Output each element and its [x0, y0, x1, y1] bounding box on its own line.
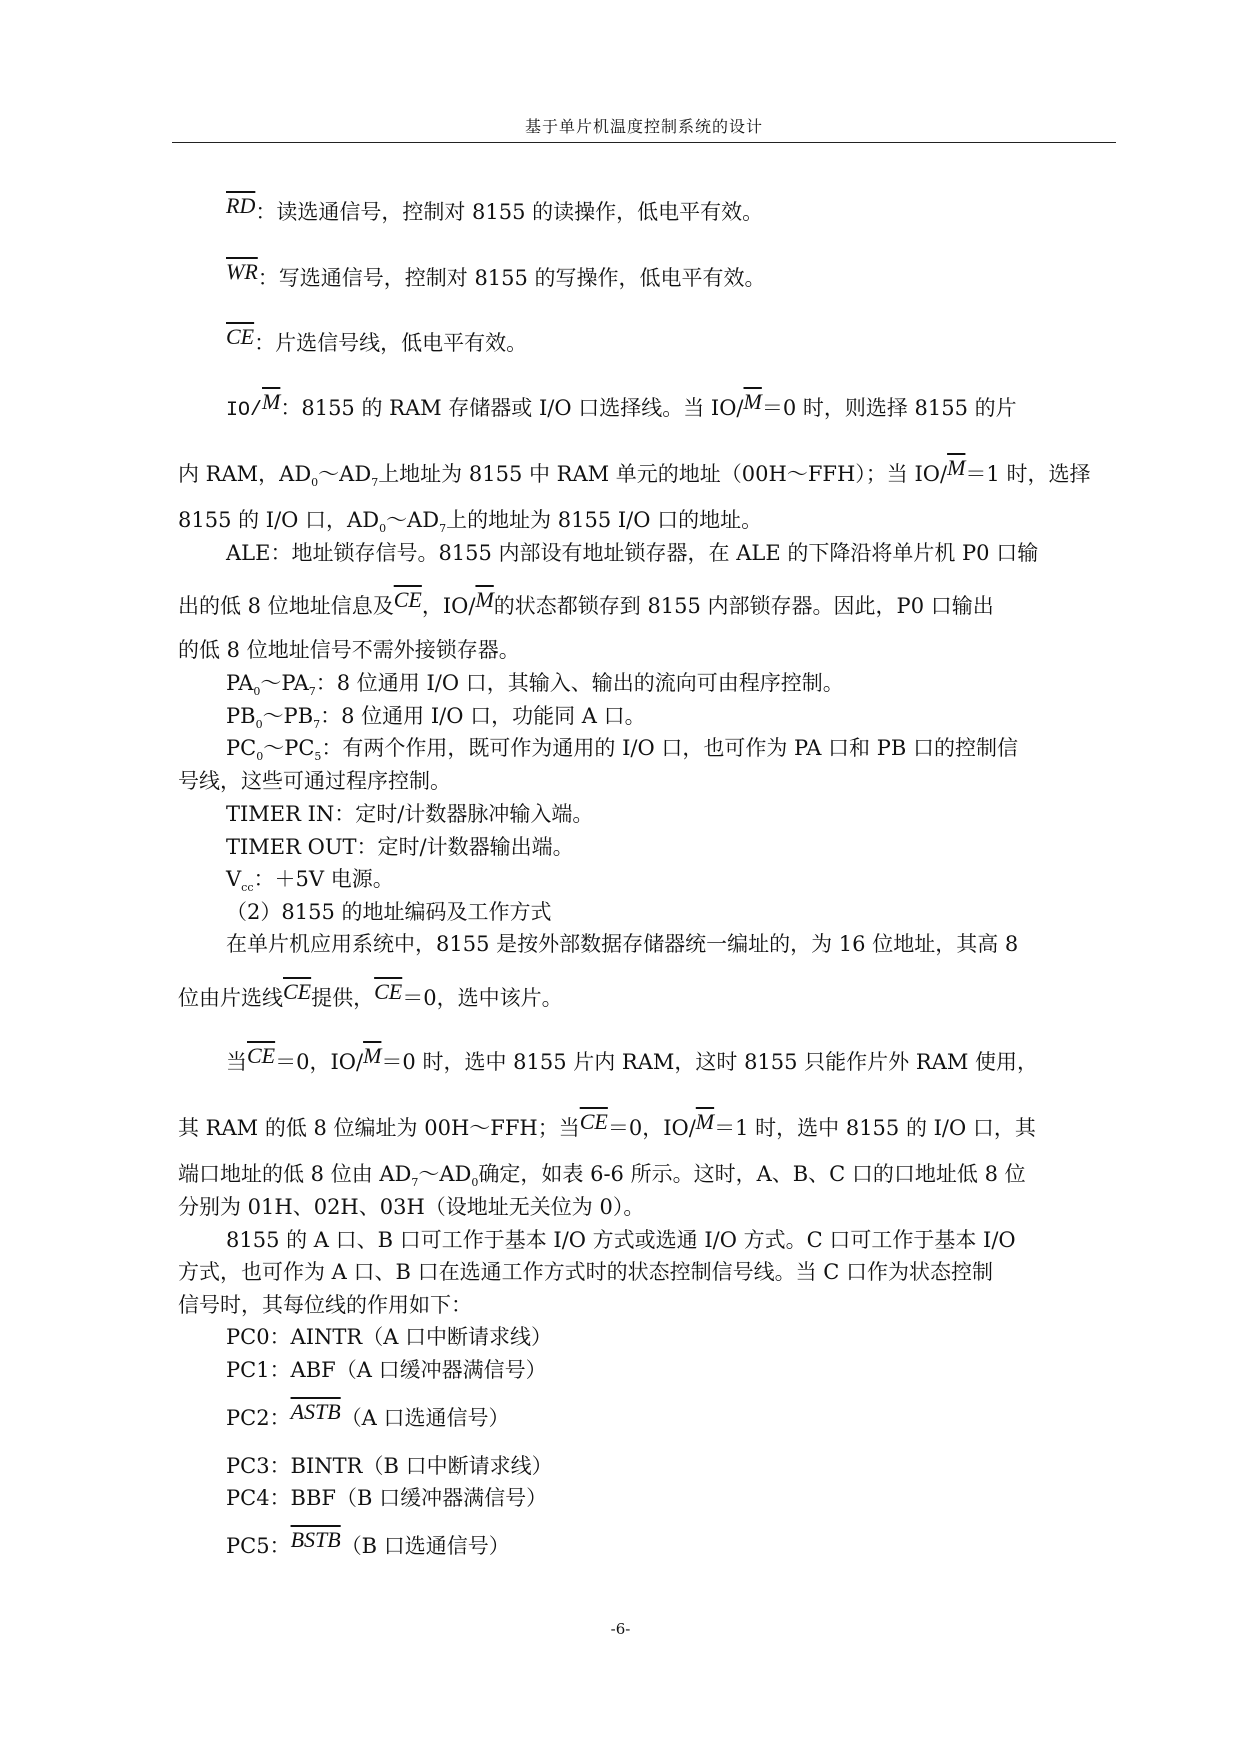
- pc0-item: PC0：AINTR（A 口中断请求线）: [226, 1325, 553, 1349]
- section2-p2-line-1: [226, 1043, 1039, 1076]
- pb-text: ：8 位通用 I/O 口，功能同 A 口。: [320, 704, 646, 728]
- p2-text: ＝0 时，选中 8155 片内 RAM，这时 8155 只能作片外 RAM 使用，: [381, 1050, 1039, 1074]
- pc2-label: PC2：: [226, 1406, 291, 1430]
- p2-text: ＝0，IO/: [607, 1116, 696, 1140]
- section2-p3-line-1: 8155 的 A 口、B 口可工作于基本 I/O 方式或选通 I/O 方式。C 口可工作于基本 I/O: [226, 1228, 1016, 1252]
- pin-ale-line-2: [178, 587, 994, 620]
- p2-text: ～AD: [418, 1162, 472, 1186]
- pc5-label: PC5：: [226, 1534, 291, 1558]
- pa-text: ：8 位通用 I/O 口，其输入、输出的流向可由程序控制。: [315, 671, 844, 695]
- ce-signal: $\overline{CE}$: [247, 1043, 276, 1068]
- p2-text: 确定，如表 6-6 所示。这时，A、B、C 口的口地址低 8 位: [478, 1162, 1026, 1186]
- ale-text: 出的低 8 位地址信息及: [178, 594, 394, 618]
- ce-signal: $\overline{CE}$: [283, 979, 312, 1004]
- p2-text: 当: [226, 1050, 247, 1074]
- pc-text: PC: [226, 736, 257, 760]
- pc1-item: PC1：ABF（A 口缓冲器满信号）: [226, 1358, 547, 1382]
- ce-signal: $\overline{CE}$: [579, 1109, 608, 1134]
- subscript: 0: [471, 1176, 479, 1190]
- p2-text: ＝1 时，选中 8155 的 I/O 口，其: [714, 1116, 1036, 1140]
- pc5-item: [226, 1527, 510, 1560]
- subscript: 7: [439, 522, 447, 536]
- iom-text: ～AD: [318, 462, 372, 486]
- pin-iom-line-3: [178, 504, 762, 535]
- subscript: 7: [411, 1176, 419, 1190]
- section2-p2-line-3: [178, 1158, 1026, 1189]
- section2-p1-line-1: 在单片机应用系统中，8155 是按外部数据存储器统一编址的，为 16 位地址，其高 8: [226, 932, 1019, 956]
- pin-iom-line-1: [226, 389, 1017, 422]
- iom-text: ＝0 时，则选择 8155 的片: [761, 396, 1017, 420]
- m-signal: $\overline{M}$: [363, 1043, 382, 1068]
- pin-pc-line-1: [226, 732, 1018, 763]
- subscript: 0: [255, 718, 263, 732]
- iom-text: 内 RAM，AD: [178, 462, 312, 486]
- section2-p1-line-2: [178, 979, 563, 1012]
- pc5-desc: （B 口选通信号）: [340, 1534, 510, 1558]
- rd-desc: ：读选通信号，控制对 8155 的读操作，低电平有效。: [255, 200, 764, 224]
- pc2-desc: （A 口选通信号）: [340, 1406, 510, 1430]
- subscript: 0: [379, 522, 387, 536]
- subscript: cc: [241, 881, 254, 895]
- section2-p3-line-3: 信号时，其每位线的作用如下：: [178, 1293, 472, 1317]
- astb-signal: ASTB: [290, 1399, 341, 1424]
- pin-iom-line-2: [178, 455, 1091, 490]
- bstb-signal: BSTB: [290, 1527, 341, 1552]
- ale-text: ，IO/: [421, 594, 476, 618]
- ce-desc: ：片选信号线，低电平有效。: [254, 331, 528, 355]
- p2-text: ＝0，IO/: [275, 1050, 364, 1074]
- pin-ale-line-1: ALE：地址锁存信号。8155 内部设有地址锁存器，在 ALE 的下降沿将单片机 P0 口输: [226, 541, 1039, 565]
- pin-rd-line: [226, 193, 764, 226]
- pin-pa-line: [226, 667, 844, 698]
- p1-text: 位由片选线: [178, 986, 283, 1010]
- section2-p2-line-2: [178, 1109, 1036, 1142]
- p1-text: ＝0，选中该片。: [402, 986, 563, 1010]
- pin-timer-out: TIMER OUT：定时/计数器输出端。: [226, 835, 574, 859]
- pin-vcc: [226, 863, 394, 894]
- pc3-item: PC3：BINTR（B 口中断请求线）: [226, 1454, 553, 1478]
- p1-text: 提供，: [311, 986, 375, 1010]
- pc2-item: [226, 1399, 510, 1432]
- wr-signal: $\overline{WR}$: [226, 259, 258, 284]
- subscript: 7: [308, 685, 316, 699]
- iom-text: ：8155 的 RAM 存储器或 I/O 口选择线。当 IO/: [280, 396, 744, 420]
- iom-label: IO/: [226, 399, 263, 422]
- iom-text: ＝1 时，选择: [965, 462, 1091, 486]
- pin-pc-line-2: 号线，这些可通过程序控制。: [178, 769, 451, 793]
- ce-signal: $\overline{CE}$: [393, 587, 422, 612]
- m-signal: $\overline{M}$: [262, 389, 281, 414]
- iom-text: ～AD: [386, 508, 440, 532]
- p2-text: 其 RAM 的低 8 位编址为 00H～FFH；当: [178, 1116, 580, 1140]
- subscript: 0: [253, 685, 261, 699]
- pin-timer-in: TIMER IN：定时/计数器脉冲输入端。: [226, 802, 594, 826]
- iom-text: 上地址为 8155 中 RAM 单元的地址（00H～FFH）；当 IO/: [378, 462, 948, 486]
- pc-text: ：有两个作用，既可作为通用的 I/O 口，也可作为 PA 口和 PB 口的控制信: [321, 736, 1018, 760]
- subscript: 7: [313, 718, 321, 732]
- m-signal: $\overline{M}$: [475, 587, 494, 612]
- page-header: 基于单片机温度控制系统的设计: [524, 117, 763, 136]
- ce-signal: $\overline{CE}$: [226, 324, 255, 349]
- ale-text: 的状态都锁存到 8155 内部锁存器。因此，P0 口输出: [493, 594, 994, 618]
- pin-ale-line-3: 的低 8 位地址信号不需外接锁存器。: [178, 638, 520, 662]
- pin-ce-line: [226, 324, 528, 357]
- vcc-text: ：＋5V 电源。: [253, 867, 394, 891]
- pa-text: ～PA: [260, 671, 309, 695]
- pin-wr-line: [226, 259, 766, 292]
- m-signal: $\overline{M}$: [947, 455, 966, 480]
- m-signal: $\overline{M}$: [695, 1109, 715, 1134]
- pin-pb-line: [226, 700, 646, 731]
- subscript: 0: [311, 476, 319, 490]
- pb-text: ～PB: [262, 704, 314, 728]
- m-signal: $\overline{M}$: [743, 389, 762, 414]
- section2-p2-line-4: 分别为 01H、02H、03H（设地址无关位为 0）。: [178, 1195, 645, 1219]
- header-rule: [172, 142, 1116, 143]
- iom-text: 8155 的 I/O 口，AD: [178, 508, 380, 532]
- wr-desc: ：写选通信号，控制对 8155 的写操作，低电平有效。: [257, 266, 766, 290]
- pc4-item: PC4：BBF（B 口缓冲器满信号）: [226, 1486, 548, 1510]
- pa-text: PA: [226, 671, 254, 695]
- vcc-text: V: [226, 867, 242, 891]
- p2-text: 端口地址的低 8 位由 AD: [178, 1162, 412, 1186]
- iom-text: 上的地址为 8155 I/O 口的地址。: [446, 508, 763, 532]
- section-heading: （2）8155 的地址编码及工作方式: [226, 900, 552, 924]
- subscript: 5: [314, 750, 322, 764]
- section2-p3-line-2: 方式，也可作为 A 口、B 口在选通工作方式时的状态控制信号线。当 C 口作为状态控制: [178, 1260, 994, 1284]
- rd-signal: $\overline{RD}$: [226, 193, 256, 218]
- page-number: -6-: [610, 1620, 631, 1638]
- pb-text: PB: [226, 704, 256, 728]
- subscript: 0: [256, 750, 264, 764]
- ce-signal: $\overline{CE}$: [374, 979, 403, 1004]
- subscript: 7: [371, 476, 379, 490]
- pc-text: ～PC: [263, 736, 315, 760]
